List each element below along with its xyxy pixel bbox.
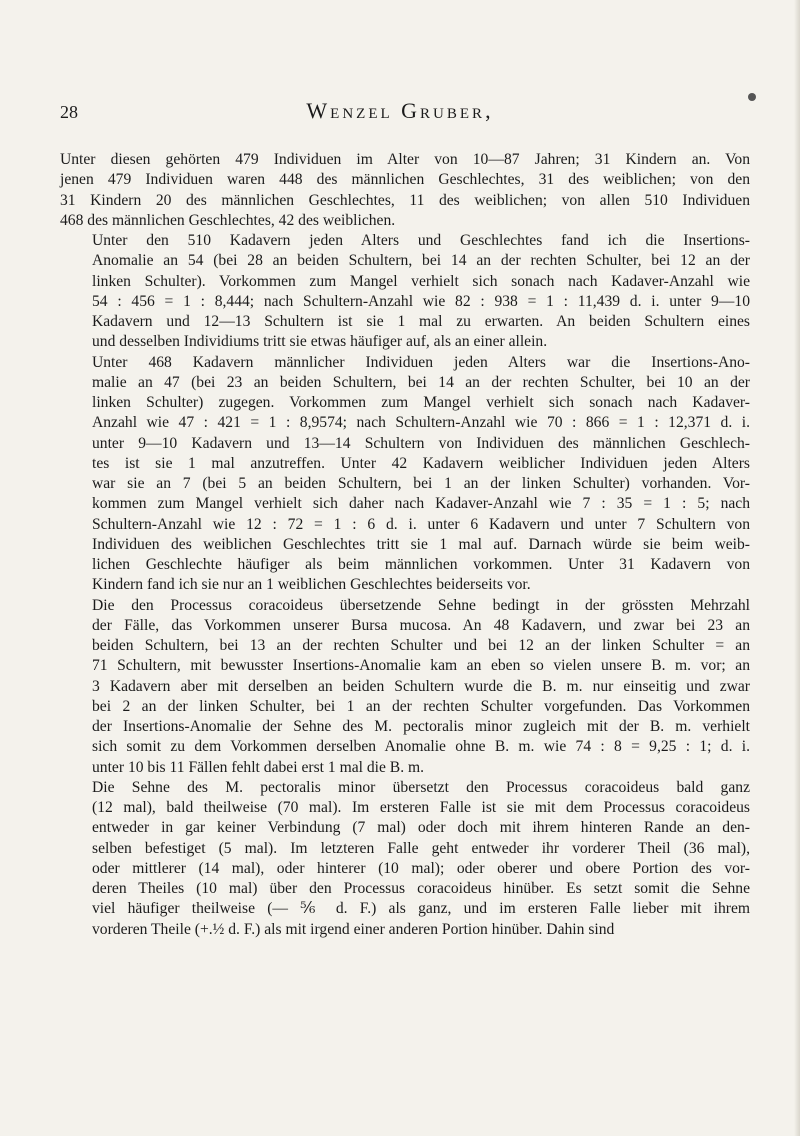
page-header: [0, 98, 800, 132]
text-line: unter 9—10 Kadavern und 13—14 Schultern von Individuen des männlichen Geschlech-: [92, 434, 750, 452]
text-line: bei 2 an der linken Schulter, bei 1 an der rechten Schulter vorgefunden. Das Vorkommen: [92, 697, 750, 715]
text-line: (12 mal), bald theilweise (70 mal). Im ersteren Falle ist sie mit dem Processus coracoideus: [92, 799, 750, 816]
text-line: Die Sehne des M. pectoralis minor übersetzt den Processus coracoideus bald ganz: [92, 778, 750, 796]
text-line: Individuen des weiblichen Geschlechtes tritt sie 1 mal auf. Darnach würde sie beim weib-: [92, 535, 750, 553]
text-line: lichen Geschlechte häufiger als beim männlichen vorkommen. Unter 31 Kadavern von: [92, 556, 750, 573]
text-line: 3 Kadavern aber mit derselben an beiden Schultern wurde die B. m. nur einseitig und zwar: [92, 677, 750, 695]
text-line: Anzahl wie 47 : 421 = 1 : 8,9574; nach Schultern-Anzahl wie 70 : 866 = 1 : 12,371 d. i.: [92, 414, 750, 432]
text-line: linken Schulter) zugegen. Vorkommen zum Mangel verhielt sich sonach nach Kadaver-: [92, 394, 750, 411]
body-text: [60, 150, 750, 940]
text-line: Kadavern und 12—13 Schultern ist sie 1 mal zu erwarten. An beiden Schultern eines: [92, 313, 750, 330]
text-line: vorderen Theile (+.½ d. F.) als mit irgend einer anderen Portion hinüber. Dahin sind: [92, 920, 615, 938]
text-line: linken Schulter). Vorkommen zum Mangel verhielt sich sonach nach Kadaver-Anzahl wie: [92, 272, 750, 290]
text-line: Unter 468 Kadavern männlicher Individuen jeden Alters war die Insertions-Ano-: [92, 353, 750, 371]
page-number: 28: [60, 102, 78, 122]
text-line: tes ist sie 1 mal anzutreffen. Unter 42 Kadavern weiblicher Individuen jeden Alters: [92, 454, 750, 472]
text-line: Kindern fand ich sie nur an 1 weiblichen Geschlechtes beiderseits vor.: [92, 576, 531, 594]
text-line: Anomalie an 54 (bei 28 an beiden Schultern, bei 14 an der rechten Schulter, bei 12 an der: [92, 252, 750, 270]
text-line: 468 des männlichen Geschlechtes, 42 des weiblichen.: [60, 211, 396, 229]
running-head: Wenzel Gruber,: [306, 98, 494, 123]
text-line: kommen zum Mangel verhielt sich daher nach Kadaver-Anzahl wie 7 : 35 = 1 : 5; nach: [92, 495, 750, 513]
text-line: Die den Processus coracoideus übersetzende Sehne bedingt in der grössten Mehrzahl: [92, 596, 750, 614]
text-line: 71 Schultern, mit bewusster Insertions-Anomalie kam an eben so vielen unsere B. m. vor; an: [92, 657, 750, 675]
paragraph: [60, 353, 750, 596]
text-line: viel häufiger theilweise (— ⅚ d. F.) als ganz, und im ersteren Falle lieber mit ihrem: [92, 900, 750, 918]
paragraph: [60, 150, 750, 231]
text-line: deren Theiles (10 mal) über den Processus coracoideus hinüber. Es setzt somit die Sehne: [92, 880, 750, 897]
text-line: selben befestiget (5 mal). Im letzteren Falle geht entweder ihr vorderer Theil (36 mal),: [92, 839, 750, 857]
text-line: war sie an 7 (bei 5 an beiden Schultern, bei 1 an der linken Schulter) vorhanden. Vor-: [92, 475, 750, 492]
paragraph: [60, 778, 750, 940]
text-line: der Fälle, das Vorkommen unserer Bursa mucosa. An 48 Kadavern, und zwar bei 23 an: [92, 616, 750, 634]
text-line: unter 10 bis 11 Fällen fehlt dabei erst 1 mal die B. m.: [92, 758, 425, 776]
text-line: oder mittlerer (14 mal), oder hinterer (10 mal); oder oberer und obere Portion des vor-: [92, 859, 750, 877]
text-line: 54 : 456 = 1 : 8,444; nach Schultern-Anzahl wie 82 : 938 = 1 : 11,439 d. i. unter 9—10: [92, 292, 750, 310]
ink-spot: [748, 93, 756, 101]
text-line: und desselben Individiums tritt sie etwas häufiger auf, als an einer allein.: [92, 333, 548, 351]
text-line: Unter den 510 Kadavern jeden Alters und Geschlechtes fand ich die Insertions-: [92, 232, 750, 249]
text-line: entweder in gar keiner Verbindung (7 mal) oder doch mit ihrem hinteren Rande an den-: [92, 819, 750, 837]
text-line: Schultern-Anzahl wie 12 : 72 = 1 : 6 d. i. unter 6 Kadavern und unter 7 Schultern von: [92, 515, 750, 533]
paragraph: [60, 596, 750, 778]
text-line: jenen 479 Individuen waren 448 des männlichen Geschlechtes, 31 des weiblichen; von den: [60, 171, 750, 189]
text-line: malie an 47 (bei 23 an beiden Schultern, bei 14 an der rechten Schulter, bei 10 an der: [92, 373, 750, 391]
text-line: der Insertions-Anomalie der Sehne des M. pectoralis minor zugleich mit der B. m. verhielt: [92, 718, 750, 735]
text-line: Unter diesen gehörten 479 Individuen im Alter von 10—87 Jahren; 31 Kindern an. Von: [60, 151, 750, 168]
paragraph: [60, 231, 750, 353]
page-edge-shadow: [794, 0, 800, 1136]
text-line: sich somit zu dem Vorkommen derselben Anomalie ohne B. m. wie 74 : 8 = 9,25 : 1; d. i.: [92, 738, 750, 756]
text-line: 31 Kindern 20 des männlichen Geschlechtes, 11 des weiblichen; von allen 510 Individuen: [60, 191, 750, 209]
text-line: beiden Schultern, bei 13 an der rechten Schulter und bei 12 an der linken Schulter = an: [92, 637, 750, 654]
